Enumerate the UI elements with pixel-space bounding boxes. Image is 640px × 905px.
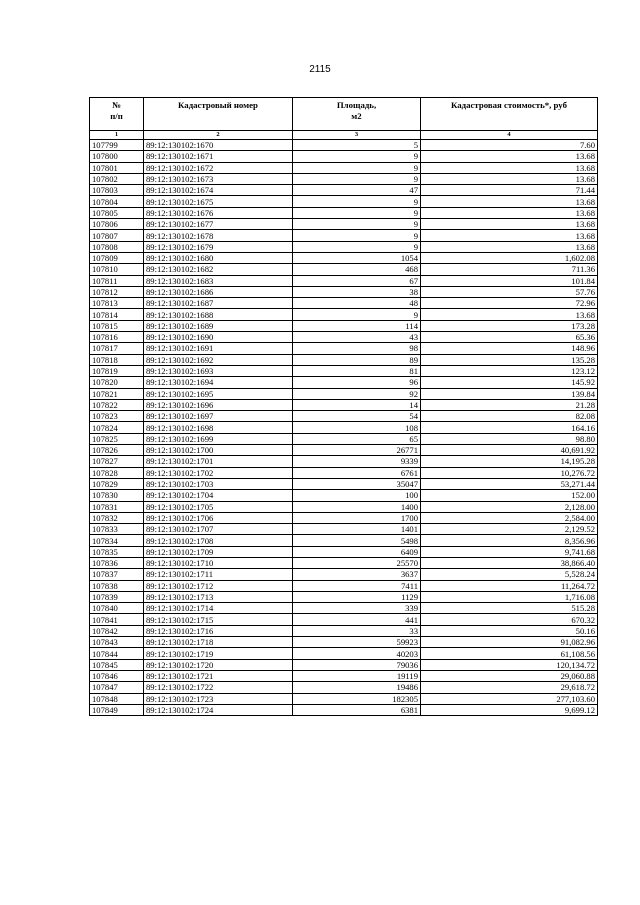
cadastral-number: 89:12:130102:1712 xyxy=(144,580,293,591)
table-row xyxy=(90,591,598,602)
row-number: 107838 xyxy=(90,580,144,591)
cadastral-number: 89:12:130102:1682 xyxy=(144,264,293,275)
table-row xyxy=(90,580,598,591)
table-row xyxy=(90,252,598,263)
row-number: 107821 xyxy=(90,388,144,399)
table-row xyxy=(90,309,598,320)
cadastral-number: 89:12:130102:1670 xyxy=(144,140,293,151)
header-row xyxy=(90,98,598,131)
area: 9 xyxy=(293,173,421,184)
cadastral-value: 152.00 xyxy=(421,490,598,501)
row-number: 107842 xyxy=(90,625,144,636)
cadastral-number: 89:12:130102:1680 xyxy=(144,252,293,263)
table-row xyxy=(90,343,598,354)
cadastral-number: 89:12:130102:1676 xyxy=(144,207,293,218)
cadastral-value: 13.68 xyxy=(421,219,598,230)
area: 9 xyxy=(293,241,421,252)
table-body xyxy=(90,140,598,716)
cadastral-number: 89:12:130102:1716 xyxy=(144,625,293,636)
row-number: 107835 xyxy=(90,546,144,557)
table-row xyxy=(90,682,598,693)
area: 98 xyxy=(293,343,421,354)
cadastral-number: 89:12:130102:1719 xyxy=(144,648,293,659)
cadastral-value: 123.12 xyxy=(421,365,598,376)
row-number: 107808 xyxy=(90,241,144,252)
cadastral-value: 101.84 xyxy=(421,275,598,286)
row-number: 107815 xyxy=(90,320,144,331)
cadastral-number: 89:12:130102:1698 xyxy=(144,422,293,433)
row-number: 107844 xyxy=(90,648,144,659)
cadastral-number: 89:12:130102:1723 xyxy=(144,693,293,704)
cadastral-value: 711.36 xyxy=(421,264,598,275)
row-number: 107810 xyxy=(90,264,144,275)
cadastral-value: 13.68 xyxy=(421,207,598,218)
cadastral-value: 29,618.72 xyxy=(421,682,598,693)
row-number: 107819 xyxy=(90,365,144,376)
row-number: 107804 xyxy=(90,196,144,207)
area: 33 xyxy=(293,625,421,636)
cadastral-number: 89:12:130102:1720 xyxy=(144,659,293,670)
row-number: 107828 xyxy=(90,467,144,478)
table-row xyxy=(90,140,598,151)
row-number: 107807 xyxy=(90,230,144,241)
cadastral-value: 65.36 xyxy=(421,332,598,343)
table-row xyxy=(90,196,598,207)
area: 43 xyxy=(293,332,421,343)
cadastral-value: 5,528.24 xyxy=(421,569,598,580)
area: 182305 xyxy=(293,693,421,704)
table-row xyxy=(90,557,598,568)
row-number: 107845 xyxy=(90,659,144,670)
table-row xyxy=(90,670,598,681)
cadastral-number: 89:12:130102:1694 xyxy=(144,377,293,388)
cadastral-number: 89:12:130102:1713 xyxy=(144,591,293,602)
row-number: 107806 xyxy=(90,219,144,230)
cadastral-value: 82.08 xyxy=(421,411,598,422)
table-row xyxy=(90,501,598,512)
row-number: 107827 xyxy=(90,456,144,467)
cadastral-number: 89:12:130102:1693 xyxy=(144,365,293,376)
area: 7411 xyxy=(293,580,421,591)
cadastral-number: 89:12:130102:1724 xyxy=(144,704,293,715)
row-number: 107809 xyxy=(90,252,144,263)
table-row xyxy=(90,422,598,433)
row-number: 107840 xyxy=(90,603,144,614)
table-row xyxy=(90,219,598,230)
area: 6761 xyxy=(293,467,421,478)
table-row xyxy=(90,478,598,489)
cadastral-value: 13.68 xyxy=(421,241,598,252)
cadastral-number: 89:12:130102:1697 xyxy=(144,411,293,422)
cadastral-number: 89:12:130102:1678 xyxy=(144,230,293,241)
cadastral-value: 120,134.72 xyxy=(421,659,598,670)
table-row xyxy=(90,332,598,343)
table-row xyxy=(90,411,598,422)
table-row xyxy=(90,625,598,636)
cadastral-value: 9,741.68 xyxy=(421,546,598,557)
area: 14 xyxy=(293,399,421,410)
row-number: 107843 xyxy=(90,637,144,648)
cadastral-value: 670.32 xyxy=(421,614,598,625)
column-number: 1 xyxy=(90,131,144,140)
table-row xyxy=(90,399,598,410)
table-row xyxy=(90,467,598,478)
cadastral-number: 89:12:130102:1696 xyxy=(144,399,293,410)
cadastral-value: 53,271.44 xyxy=(421,478,598,489)
row-number: 107811 xyxy=(90,275,144,286)
table-row xyxy=(90,546,598,557)
row-number: 107816 xyxy=(90,332,144,343)
cadastral-number: 89:12:130102:1688 xyxy=(144,309,293,320)
row-number: 107841 xyxy=(90,614,144,625)
cadastral-number: 89:12:130102:1722 xyxy=(144,682,293,693)
cadastral-number: 89:12:130102:1702 xyxy=(144,467,293,478)
table-row xyxy=(90,524,598,535)
header-cadastral-value: Кадастровая стоимость*, руб xyxy=(421,98,598,131)
table-row xyxy=(90,512,598,523)
area: 1054 xyxy=(293,252,421,263)
cadastral-number: 89:12:130102:1703 xyxy=(144,478,293,489)
row-number: 107820 xyxy=(90,377,144,388)
row-number: 107847 xyxy=(90,682,144,693)
row-number: 107830 xyxy=(90,490,144,501)
area: 26771 xyxy=(293,445,421,456)
table-row xyxy=(90,207,598,218)
table-row xyxy=(90,241,598,252)
row-number: 107803 xyxy=(90,185,144,196)
row-number: 107817 xyxy=(90,343,144,354)
area: 9 xyxy=(293,230,421,241)
area: 1700 xyxy=(293,512,421,523)
table-row xyxy=(90,490,598,501)
cadastral-number: 89:12:130102:1699 xyxy=(144,433,293,444)
row-number: 107822 xyxy=(90,399,144,410)
cadastral-value: 29,060.88 xyxy=(421,670,598,681)
cadastral-value: 173.28 xyxy=(421,320,598,331)
cadastral-value: 7.60 xyxy=(421,140,598,151)
cadastral-value: 139.84 xyxy=(421,388,598,399)
cadastral-value: 11,264.72 xyxy=(421,580,598,591)
cadastral-number: 89:12:130102:1677 xyxy=(144,219,293,230)
cadastral-number: 89:12:130102:1671 xyxy=(144,151,293,162)
area: 339 xyxy=(293,603,421,614)
area: 114 xyxy=(293,320,421,331)
cadastral-value: 9,699.12 xyxy=(421,704,598,715)
column-number: 3 xyxy=(293,131,421,140)
area: 47 xyxy=(293,185,421,196)
cadastral-value: 515.28 xyxy=(421,603,598,614)
cadastral-value: 91,082.96 xyxy=(421,637,598,648)
cadastral-number: 89:12:130102:1672 xyxy=(144,162,293,173)
cadastral-number: 89:12:130102:1679 xyxy=(144,241,293,252)
table-row xyxy=(90,264,598,275)
table-row xyxy=(90,354,598,365)
cadastral-value: 50.16 xyxy=(421,625,598,636)
row-number: 107834 xyxy=(90,535,144,546)
area: 59923 xyxy=(293,637,421,648)
area: 9 xyxy=(293,196,421,207)
cadastral-value: 38,866.40 xyxy=(421,557,598,568)
row-number: 107813 xyxy=(90,298,144,309)
cadastral-number: 89:12:130102:1686 xyxy=(144,286,293,297)
area: 9 xyxy=(293,151,421,162)
cadastral-number: 89:12:130102:1691 xyxy=(144,343,293,354)
table-row xyxy=(90,365,598,376)
cadastral-number: 89:12:130102:1687 xyxy=(144,298,293,309)
area: 38 xyxy=(293,286,421,297)
cadastral-number: 89:12:130102:1708 xyxy=(144,535,293,546)
area: 25570 xyxy=(293,557,421,568)
cadastral-value: 21.28 xyxy=(421,399,598,410)
area: 19486 xyxy=(293,682,421,693)
table-row xyxy=(90,151,598,162)
table-row xyxy=(90,388,598,399)
row-number: 107824 xyxy=(90,422,144,433)
table-row xyxy=(90,320,598,331)
row-number: 107846 xyxy=(90,670,144,681)
cadastral-value: 13.68 xyxy=(421,230,598,241)
table-row xyxy=(90,637,598,648)
cadastral-value: 8,356.96 xyxy=(421,535,598,546)
area: 79036 xyxy=(293,659,421,670)
cadastral-value: 1,716.08 xyxy=(421,591,598,602)
row-number: 107836 xyxy=(90,557,144,568)
cadastral-value: 13.68 xyxy=(421,151,598,162)
column-number-row xyxy=(90,131,598,140)
area: 92 xyxy=(293,388,421,399)
area: 6381 xyxy=(293,704,421,715)
area: 1401 xyxy=(293,524,421,535)
table-row xyxy=(90,173,598,184)
row-number: 107802 xyxy=(90,173,144,184)
row-number: 107849 xyxy=(90,704,144,715)
cadastral-value: 13.68 xyxy=(421,309,598,320)
cadastral-value: 61,108.56 xyxy=(421,648,598,659)
cadastral-number: 89:12:130102:1690 xyxy=(144,332,293,343)
table-row xyxy=(90,298,598,309)
row-number: 107801 xyxy=(90,162,144,173)
cadastral-value: 2,129.52 xyxy=(421,524,598,535)
cadastral-value: 40,691.92 xyxy=(421,445,598,456)
area: 19119 xyxy=(293,670,421,681)
area: 81 xyxy=(293,365,421,376)
area: 9 xyxy=(293,162,421,173)
cadastral-value: 2,584.00 xyxy=(421,512,598,523)
cadastral-number: 89:12:130102:1711 xyxy=(144,569,293,580)
cadastral-value: 164.16 xyxy=(421,422,598,433)
table-row xyxy=(90,377,598,388)
area: 65 xyxy=(293,433,421,444)
row-number: 107837 xyxy=(90,569,144,580)
area: 67 xyxy=(293,275,421,286)
area: 9339 xyxy=(293,456,421,467)
area: 441 xyxy=(293,614,421,625)
header-number: № п/п xyxy=(90,98,144,131)
table-row xyxy=(90,603,598,614)
cadastral-number: 89:12:130102:1675 xyxy=(144,196,293,207)
area: 468 xyxy=(293,264,421,275)
row-number: 107818 xyxy=(90,354,144,365)
cadastral-number: 89:12:130102:1692 xyxy=(144,354,293,365)
cadastral-value: 13.68 xyxy=(421,173,598,184)
cadastral-value: 145.92 xyxy=(421,377,598,388)
area: 89 xyxy=(293,354,421,365)
cadastral-value: 98.80 xyxy=(421,433,598,444)
row-number: 107831 xyxy=(90,501,144,512)
table-row xyxy=(90,614,598,625)
cadastral-number: 89:12:130102:1695 xyxy=(144,388,293,399)
row-number: 107823 xyxy=(90,411,144,422)
area: 100 xyxy=(293,490,421,501)
cadastral-value: 13.68 xyxy=(421,162,598,173)
table-row xyxy=(90,433,598,444)
row-number: 107826 xyxy=(90,445,144,456)
cadastral-number: 89:12:130102:1674 xyxy=(144,185,293,196)
table-row xyxy=(90,286,598,297)
row-number: 107839 xyxy=(90,591,144,602)
cadastral-number: 89:12:130102:1715 xyxy=(144,614,293,625)
cadastral-value: 2,128.00 xyxy=(421,501,598,512)
cadastral-value: 72.96 xyxy=(421,298,598,309)
table-row xyxy=(90,648,598,659)
table-row xyxy=(90,185,598,196)
page-number: 2115 xyxy=(309,64,331,75)
cadastral-number: 89:12:130102:1705 xyxy=(144,501,293,512)
cadastral-number: 89:12:130102:1706 xyxy=(144,512,293,523)
row-number: 107848 xyxy=(90,693,144,704)
cadastral-value: 277,103.60 xyxy=(421,693,598,704)
row-number: 107829 xyxy=(90,478,144,489)
column-number: 2 xyxy=(144,131,293,140)
table-row xyxy=(90,456,598,467)
table-row xyxy=(90,162,598,173)
cadastral-number: 89:12:130102:1721 xyxy=(144,670,293,681)
area: 9 xyxy=(293,219,421,230)
row-number: 107832 xyxy=(90,512,144,523)
area: 3637 xyxy=(293,569,421,580)
area: 35047 xyxy=(293,478,421,489)
area: 5498 xyxy=(293,535,421,546)
table-row xyxy=(90,659,598,670)
cadastral-value: 71.44 xyxy=(421,185,598,196)
cadastral-number: 89:12:130102:1707 xyxy=(144,524,293,535)
area: 9 xyxy=(293,207,421,218)
row-number: 107814 xyxy=(90,309,144,320)
cadastral-number: 89:12:130102:1704 xyxy=(144,490,293,501)
area: 5 xyxy=(293,140,421,151)
cadastral-number: 89:12:130102:1689 xyxy=(144,320,293,331)
column-number: 4 xyxy=(421,131,598,140)
area: 1400 xyxy=(293,501,421,512)
header-cadastral-number: Кадастровый номер xyxy=(144,98,293,131)
area: 54 xyxy=(293,411,421,422)
cadastral-number: 89:12:130102:1718 xyxy=(144,637,293,648)
cadastral-value: 148.96 xyxy=(421,343,598,354)
table-row xyxy=(90,230,598,241)
area: 96 xyxy=(293,377,421,388)
cadastral-number: 89:12:130102:1700 xyxy=(144,445,293,456)
row-number: 107799 xyxy=(90,140,144,151)
cadastral-number: 89:12:130102:1701 xyxy=(144,456,293,467)
cadastral-table xyxy=(89,97,598,716)
cadastral-value: 57.76 xyxy=(421,286,598,297)
cadastral-number: 89:12:130102:1714 xyxy=(144,603,293,614)
table-row xyxy=(90,693,598,704)
cadastral-value: 10,276.72 xyxy=(421,467,598,478)
cadastral-value: 135.28 xyxy=(421,354,598,365)
row-number: 107812 xyxy=(90,286,144,297)
area: 108 xyxy=(293,422,421,433)
area: 40203 xyxy=(293,648,421,659)
header-area: Площадь, м2 xyxy=(293,98,421,131)
table-row xyxy=(90,535,598,546)
cadastral-value: 1,602.08 xyxy=(421,252,598,263)
cadastral-value: 14,195.28 xyxy=(421,456,598,467)
cadastral-number: 89:12:130102:1709 xyxy=(144,546,293,557)
cadastral-value: 13.68 xyxy=(421,196,598,207)
area: 48 xyxy=(293,298,421,309)
row-number: 107800 xyxy=(90,151,144,162)
cadastral-number: 89:12:130102:1710 xyxy=(144,557,293,568)
row-number: 107833 xyxy=(90,524,144,535)
table-row xyxy=(90,275,598,286)
area: 1129 xyxy=(293,591,421,602)
table-row xyxy=(90,704,598,715)
table-row xyxy=(90,569,598,580)
cadastral-number: 89:12:130102:1673 xyxy=(144,173,293,184)
row-number: 107805 xyxy=(90,207,144,218)
area: 6409 xyxy=(293,546,421,557)
table-row xyxy=(90,445,598,456)
cadastral-number: 89:12:130102:1683 xyxy=(144,275,293,286)
row-number: 107825 xyxy=(90,433,144,444)
area: 9 xyxy=(293,309,421,320)
